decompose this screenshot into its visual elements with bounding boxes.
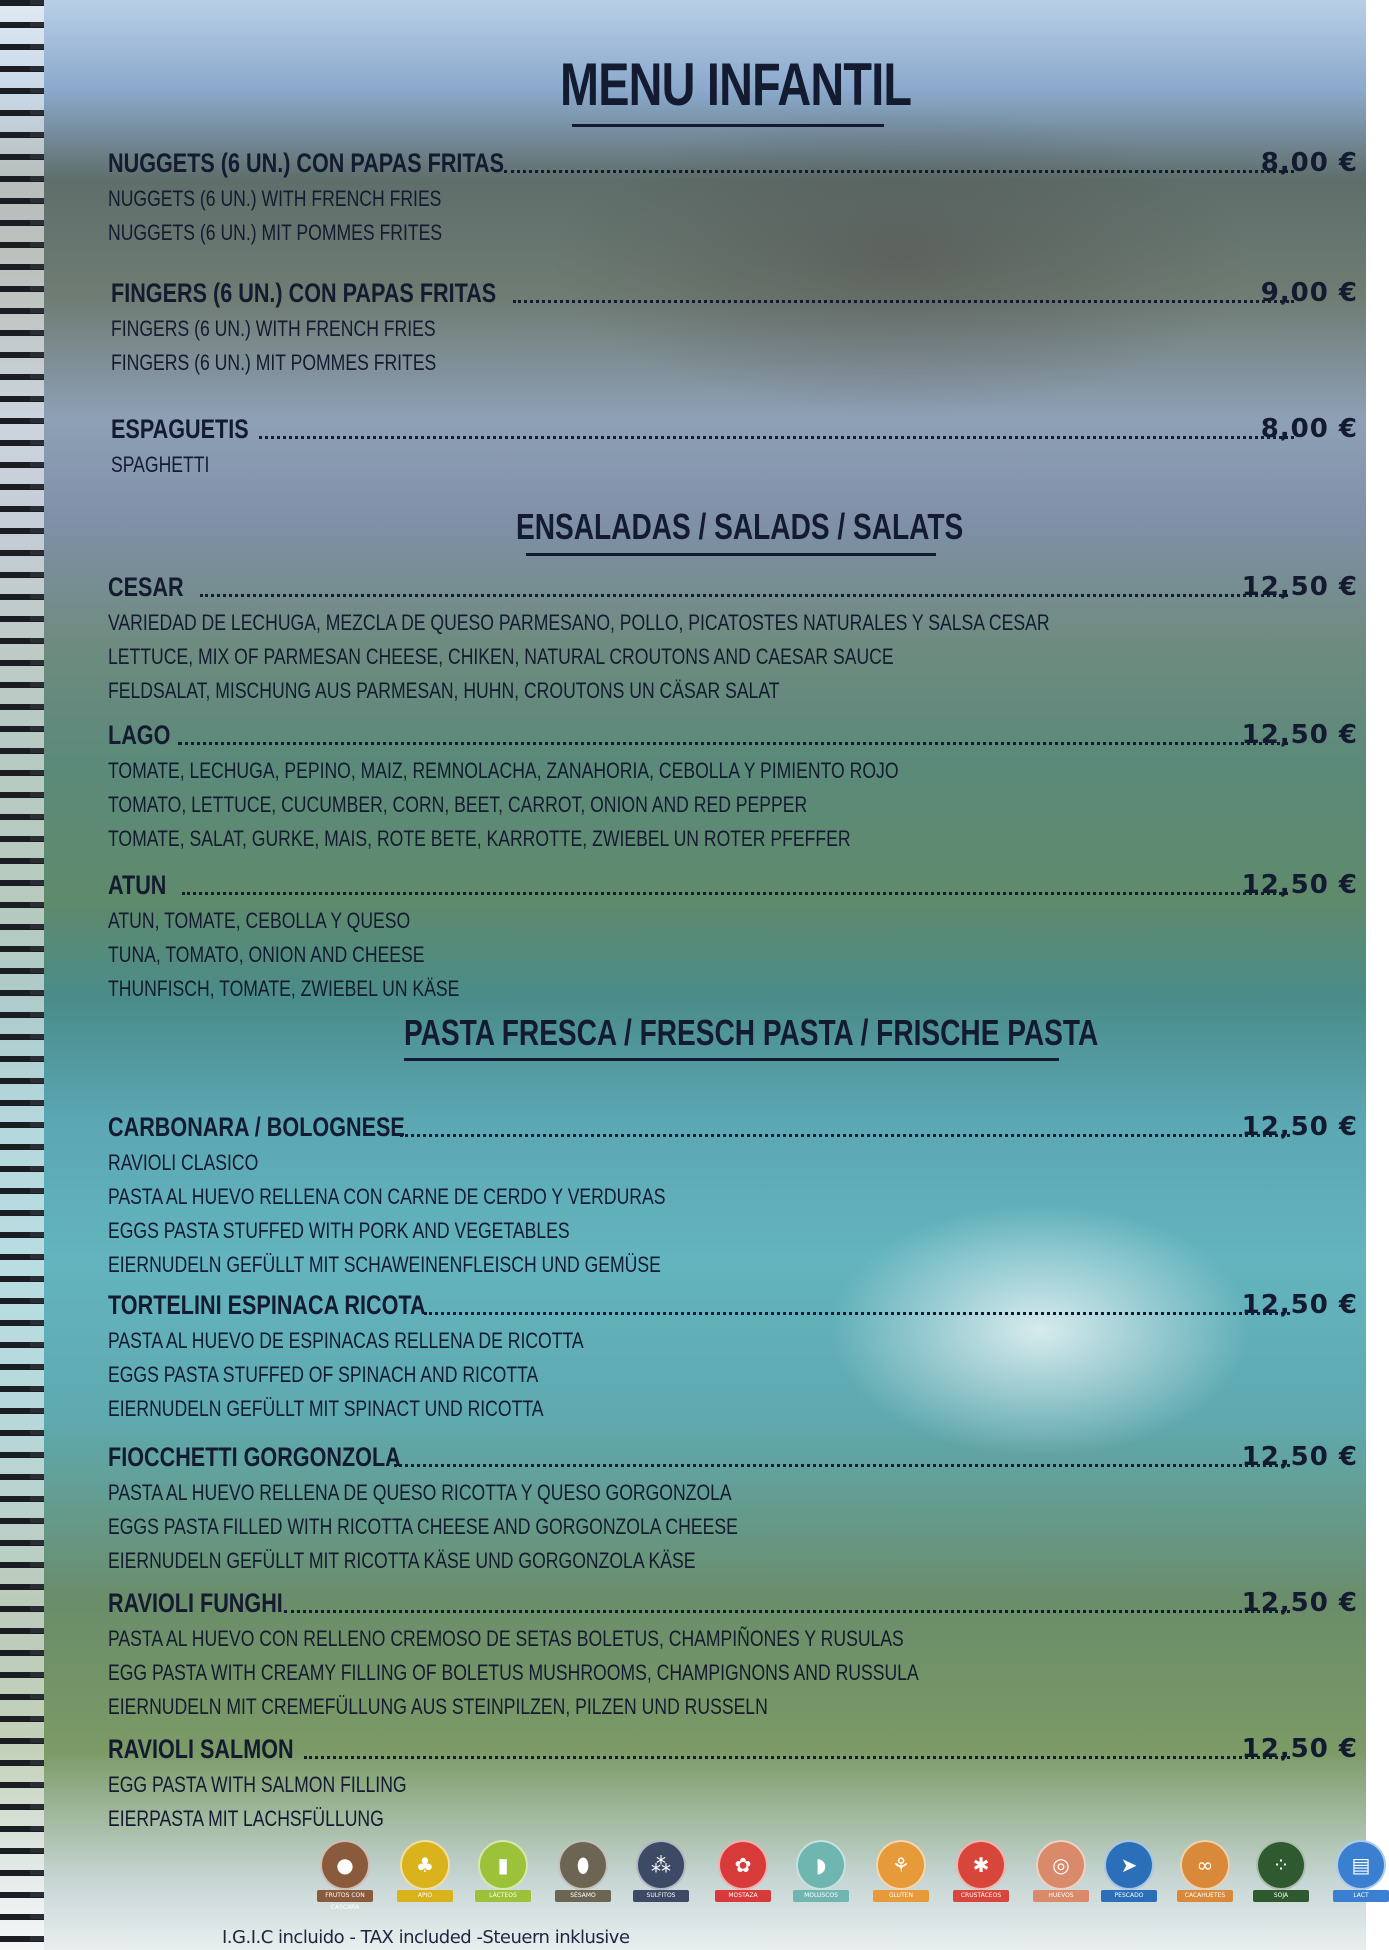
item-description: TOMATE, SALAT, GURKE, MAIS, ROTE BETE, KARROTTE, ZWIEBEL UN ROTER PFEFFER <box>108 826 851 851</box>
item-name: RAVIOLI SALMON <box>108 1734 294 1764</box>
item-description: ATUN, TOMATE, CEBOLLA Y QUESO <box>108 908 411 933</box>
item-description: EIERNUDELN GEFÜLLT MIT SPINACT UND RICOTTA <box>108 1396 544 1421</box>
milk-icon: ▮ <box>478 1840 528 1890</box>
allergen-label: SÉSAMO <box>555 1890 611 1902</box>
item-description: LETTUCE, MIX OF PARMESAN CHEESE, CHIKEN, NATURAL CROUTONS AND CAESAR SAUCE <box>108 644 894 669</box>
item-name: NUGGETS (6 UN.) CON PAPAS FRITAS <box>108 148 505 178</box>
section-underline <box>526 553 936 556</box>
molluscs-icon: ◗ <box>796 1840 846 1890</box>
item-description: VARIEDAD DE LECHUGA, MEZCLA DE QUESO PARMESANO, POLLO, PICATOSTES NATURALES Y SALSA CESAR <box>108 610 1050 635</box>
dot-leader <box>513 300 1294 303</box>
allergen-label: SULFITOS <box>633 1890 689 1902</box>
dot-leader <box>504 170 1294 173</box>
allergen-label: APIO <box>397 1890 453 1902</box>
item-description: EIERPASTA MIT LACHSFÜLLUNG <box>108 1806 384 1831</box>
item-name: FIOCCHETTI GORGONZOLA <box>108 1442 401 1472</box>
menu-item-nuggets <box>108 148 1358 250</box>
menu-item-fiocchetti <box>108 1442 1358 1578</box>
soy-icon: ⁘ <box>1256 1840 1306 1890</box>
item-price: 8,00 € <box>1260 414 1358 444</box>
item-description: EGGS PASTA FILLED WITH RICOTTA CHEESE AND GORGONZOLA CHEESE <box>108 1514 738 1539</box>
dot-leader <box>200 594 1288 597</box>
allergen-label: SOJA <box>1253 1890 1309 1902</box>
item-name: ATUN <box>108 870 167 900</box>
item-name: LAGO <box>108 720 171 750</box>
menu-item-atun <box>108 870 1358 1006</box>
item-description: EGG PASTA WITH CREAMY FILLING OF BOLETUS MUSHROOMS, CHAMPIGNONS AND RUSSULA <box>108 1660 919 1685</box>
item-name: CARBONARA / BOLOGNESE <box>108 1112 405 1142</box>
item-name: ESPAGUETIS <box>111 414 249 444</box>
section-title-salads: ENSALADAS / SALADS / SALATS <box>516 506 964 547</box>
item-description: EIERNUDELN GEFÜLLT MIT RICOTTA KÄSE UND GORGONZOLA KÄSE <box>108 1548 696 1573</box>
item-price: 12,50 € <box>1241 1588 1358 1618</box>
dot-leader <box>424 1312 1290 1315</box>
dot-leader <box>259 436 1294 439</box>
allergen-label: GLUTEN <box>873 1890 929 1902</box>
item-price: 12,50 € <box>1241 1442 1358 1472</box>
item-description: NUGGETS (6 UN.) MIT POMMES FRITES <box>108 220 443 245</box>
title-underline <box>572 124 884 127</box>
item-name: CESAR <box>108 572 184 602</box>
dot-leader <box>304 1756 1290 1759</box>
allergen-label: LACT <box>1333 1890 1389 1902</box>
gluten-icon: ⚘ <box>876 1840 926 1890</box>
page-title: MENU INFANTIL <box>560 51 912 118</box>
dot-leader <box>284 1610 1290 1613</box>
item-description: FELDSALAT, MISCHUNG AUS PARMESAN, HUHN, CROUTONS UN CÄSAR SALAT <box>108 678 780 703</box>
item-description: EIERNUDELN GEFÜLLT MIT SCHAWEINENFLEISCH UND GEMÜSE <box>108 1252 661 1277</box>
eggs-icon: ◎ <box>1036 1840 1086 1890</box>
mustard-icon: ✿ <box>718 1840 768 1890</box>
item-description: THUNFISCH, TOMATE, ZWIEBEL UN KÄSE <box>108 976 460 1001</box>
spiral-binding <box>0 0 44 1950</box>
allergen-label: HUEVOS <box>1033 1890 1089 1902</box>
item-description: PASTA AL HUEVO DE ESPINACAS RELLENA DE RICOTTA <box>108 1328 584 1353</box>
item-name: FINGERS (6 UN.) CON PAPAS FRITAS <box>111 278 497 308</box>
item-price: 8,00 € <box>1260 148 1358 178</box>
item-price: 9,00 € <box>1260 278 1358 308</box>
item-name: RAVIOLI FUNGHI <box>108 1588 283 1618</box>
fish-icon: ➤ <box>1104 1840 1154 1890</box>
allergen-label: PESCADO <box>1101 1890 1157 1902</box>
item-description: EGG PASTA WITH SALMON FILLING <box>108 1772 407 1797</box>
dot-leader <box>182 892 1288 895</box>
item-price: 12,50 € <box>1241 1112 1358 1142</box>
sulphites-icon: ⁂ <box>636 1840 686 1890</box>
crustaceans-icon: ✱ <box>956 1840 1006 1890</box>
item-description: TOMATO, LETTUCE, CUCUMBER, CORN, BEET, CARROT, ONION AND RED PEPPER <box>108 792 808 817</box>
item-description: TUNA, TOMATO, ONION AND CHEESE <box>108 942 425 967</box>
menu-item-fingers <box>111 278 1358 380</box>
dot-leader <box>400 1134 1290 1137</box>
item-description: PASTA AL HUEVO CON RELLENO CREMOSO DE SETAS BOLETUS, CHAMPIÑONES Y RUSULAS <box>108 1626 904 1651</box>
item-price: 12,50 € <box>1241 720 1358 750</box>
item-description: EIERNUDELN MIT CREMEFÜLLUNG AUS STEINPILZEN, PILZEN UND RUSSELN <box>108 1694 768 1719</box>
menu-item-ravioli-salmon <box>108 1734 1358 1836</box>
menu-item-cesar <box>108 572 1358 708</box>
item-price: 12,50 € <box>1241 1290 1358 1320</box>
item-description: SPAGHETTI <box>111 452 210 477</box>
dot-leader <box>178 742 1288 745</box>
item-description: EGGS PASTA STUFFED OF SPINACH AND RICOTTA <box>108 1362 539 1387</box>
lupin-icon: ▤ <box>1336 1840 1386 1890</box>
item-description: NUGGETS (6 UN.) WITH FRENCH FRIES <box>108 186 442 211</box>
allergen-label: FRUTOS CON CÁSCARA <box>317 1890 373 1902</box>
tree-nuts-icon: ● <box>320 1840 370 1890</box>
peanuts-icon: ∞ <box>1180 1840 1230 1890</box>
celery-icon: ♣ <box>400 1840 450 1890</box>
sesame-icon: ⬮ <box>558 1840 608 1890</box>
item-description: TOMATE, LECHUGA, PEPINO, MAIZ, REMNOLACHA, ZANAHORIA, CEBOLLA Y PIMIENTO ROJO <box>108 758 899 783</box>
dot-leader <box>394 1464 1290 1467</box>
menu-item-ravioli-funghi <box>108 1588 1358 1724</box>
item-price: 12,50 € <box>1241 870 1358 900</box>
allergen-label: MOSTAZA <box>715 1890 771 1902</box>
section-underline <box>404 1058 1059 1061</box>
item-price: 12,50 € <box>1241 572 1358 602</box>
item-price: 12,50 € <box>1241 1734 1358 1764</box>
item-description: FINGERS (6 UN.) MIT POMMES FRITES <box>111 350 437 375</box>
section-title-pasta: PASTA FRESCA / FRESCH PASTA / FRISCHE PASTA <box>404 1012 1099 1053</box>
allergen-label: CACAHUETES <box>1177 1890 1233 1902</box>
allergen-legend <box>320 1840 1371 1911</box>
item-description: PASTA AL HUEVO RELLENA DE QUESO RICOTTA Y QUESO GORGONZOLA <box>108 1480 732 1505</box>
menu-item-tortelini <box>108 1290 1358 1426</box>
menu-item-espaguetis <box>111 414 1358 482</box>
item-description: PASTA AL HUEVO RELLENA CON CARNE DE CERDO Y VERDURAS <box>108 1184 666 1209</box>
menu-item-carbonara <box>108 1112 1358 1282</box>
item-description: FINGERS (6 UN.) WITH FRENCH FRIES <box>111 316 436 341</box>
allergen-label: MOLUSCOS <box>793 1890 849 1902</box>
item-description: RAVIOLI CLASICO <box>108 1150 259 1175</box>
item-description: EGGS PASTA STUFFED WITH PORK AND VEGETABLES <box>108 1218 570 1243</box>
allergen-label: CRUSTÁCEOS <box>953 1890 1009 1902</box>
item-name: TORTELINI ESPINACA RICOTA <box>108 1290 426 1320</box>
menu-item-lago <box>108 720 1358 856</box>
tax-note: I.G.I.C incluido - TAX included -Steuern inklusive <box>222 1927 630 1948</box>
allergen-label: LÁCTEOS <box>475 1890 531 1902</box>
